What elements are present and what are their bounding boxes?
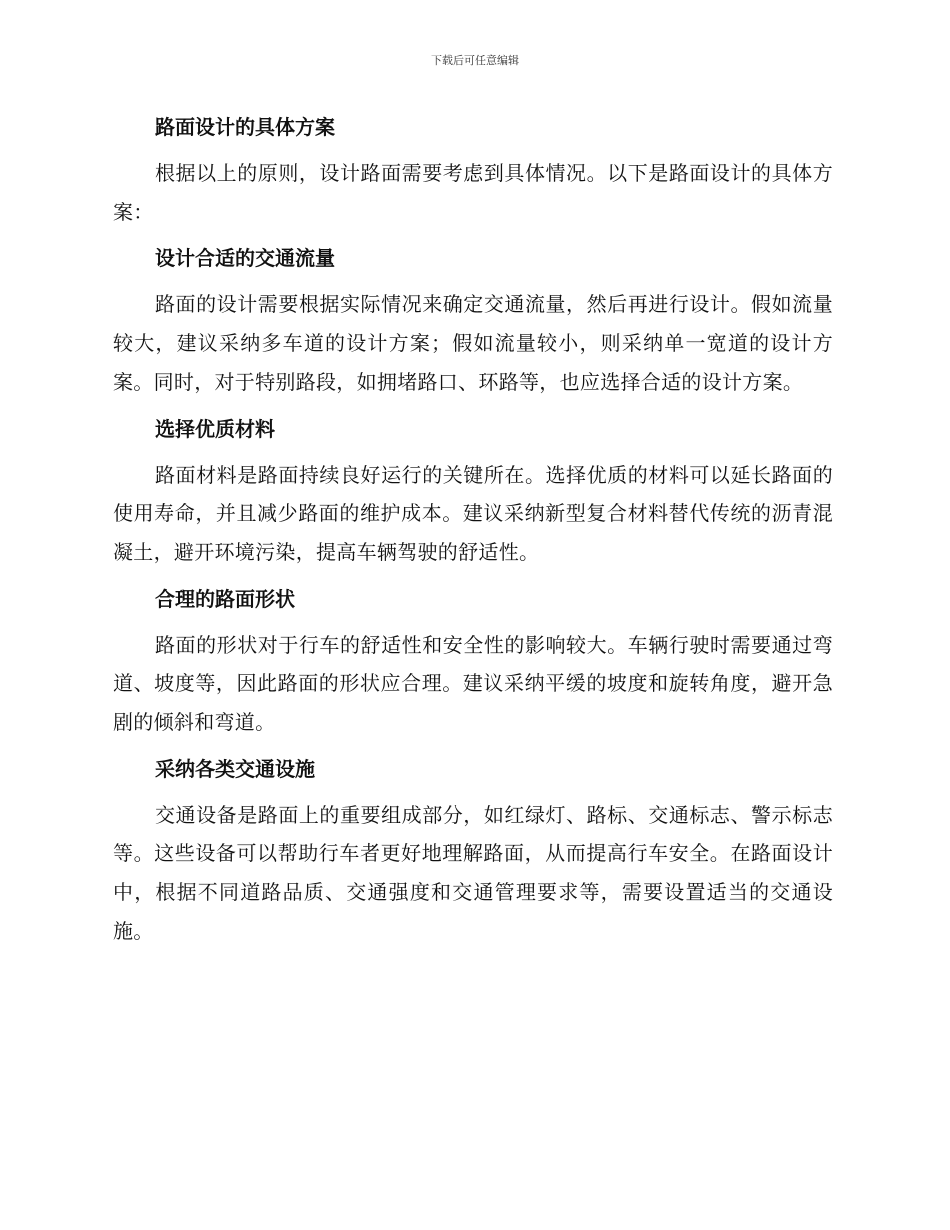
section-heading: 设计合适的交通流量 xyxy=(155,246,335,271)
document-body xyxy=(113,108,833,959)
page-header: 下载后可任意编辑 xyxy=(431,54,519,67)
section-paragraph: 路面的形状对于行车的舒适性和安全性的影响较大。车辆行驶时需要通过弯道、坡度等，因此路面的形状应合理。建议采纳平缓的坡度和旋转角度，避开急剧的倾斜和弯道。 xyxy=(113,632,833,735)
section-heading: 合理的路面形状 xyxy=(155,586,295,611)
section-heading: 路面设计的具体方案 xyxy=(155,115,335,139)
section-paragraph: 路面的设计需要根据实际情况来确定交通流量，然后再进行设计。假如流量较大，建议采纳多车道的设计方案；假如流量较小，则采纳单一宽道的设计方案。同时，对于特别路段，如拥堵路口、环路等，也应选择合适的设计方案。 xyxy=(113,292,833,394)
section-heading: 采纳各类交通设施 xyxy=(155,756,315,781)
section-heading: 选择优质材料 xyxy=(155,416,275,441)
section-paragraph: 根据以上的原则，设计路面需要考虑到具体情况。以下是路面设计的具体方案： xyxy=(113,161,833,224)
section-paragraph: 路面材料是路面持续良好运行的关键所在。选择优质的材料可以延长路面的使用寿命，并且减少路面的维护成本。建议采纳新型复合材料替代传统的沥青混凝土，避开环境污染，提高车辆驾驶的舒适性。 xyxy=(113,462,833,564)
section-paragraph: 交通设备是路面上的重要组成部分，如红绿灯、路标、交通标志、警示标志等。这些设备可以帮助行车者更好地理解路面，从而提高行车安全。在路面设计中，根据不同道路品质、交通强度和交通管理要求等，需要设置适当的交通设施。 xyxy=(113,802,833,943)
